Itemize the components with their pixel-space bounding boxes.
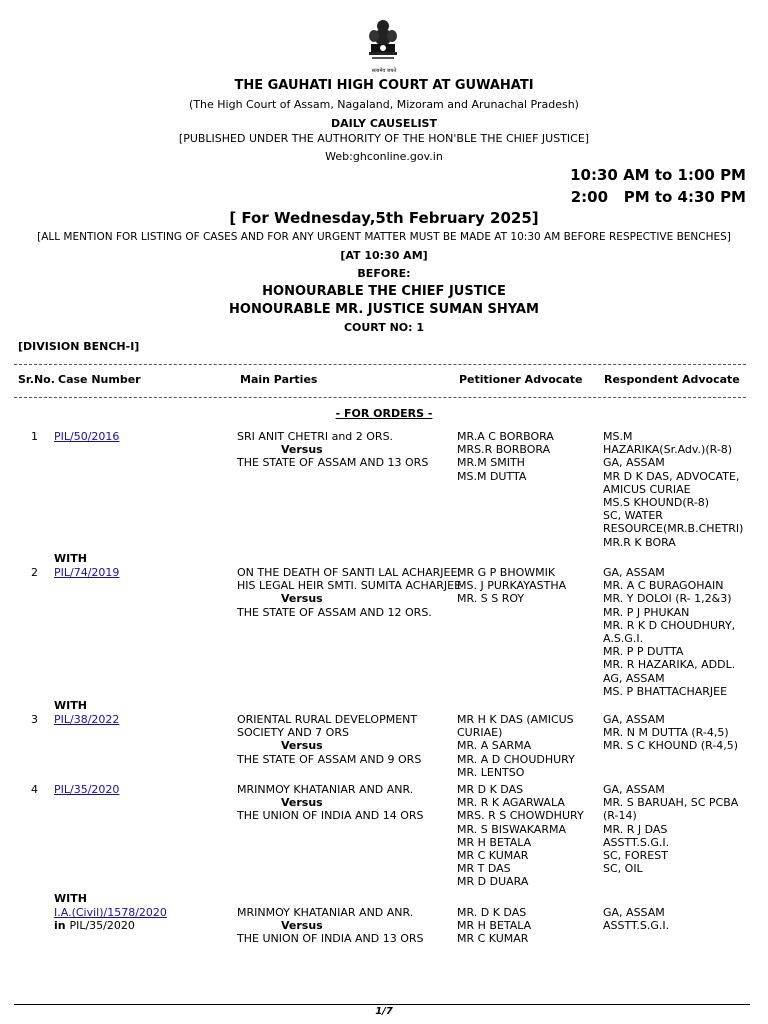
advocate-name: HAZARIKA(Sr.Adv.)(R-8) [603, 443, 733, 457]
advocate-name: MR. S BISWAKARMA [457, 822, 566, 836]
respondent-advocate-cell [603, 430, 743, 549]
serial-number: 4 [31, 783, 38, 796]
before-label: BEFORE: [357, 267, 411, 280]
advocate-name: MR. R HAZARIKA, ADDL. [603, 658, 736, 672]
advocate-name: MR. D K DAS [457, 906, 527, 919]
petitioner-name: MRINMOY KHATANIAR AND ANR. [237, 906, 414, 919]
advocate-name: SC, WATER [603, 509, 663, 523]
respondent-advocate-cell [603, 566, 735, 698]
case-number-cell [54, 783, 119, 796]
case-link[interactable]: PIL/74/2019 [54, 566, 120, 579]
advocate-name: MR. S BARUAH, SC PCBA [603, 796, 739, 810]
advocate-name: MR.A C BORBORA [457, 430, 554, 443]
petitioner-advocate-cell [457, 783, 584, 889]
advocate-name: MS.M DUTTA [457, 469, 527, 483]
advocate-name: MR. A C BURAGOHAIN [603, 579, 724, 593]
advocate-name: MR H BETALA [457, 835, 532, 849]
judge-1: HONOURABLE THE CHIEF JUSTICE [262, 284, 506, 299]
judge-2: HONOURABLE MR. JUSTICE SUMAN SHYAM [229, 302, 539, 317]
court-number: COURT NO: 1 [343, 321, 425, 334]
case-number-cell [54, 566, 119, 579]
in-label: in [54, 919, 70, 933]
advocate-name: MR D K DAS [457, 783, 524, 796]
advocate-name: MR. LENTSO [457, 765, 525, 779]
advocate-name: MR G P BHOWMIK [457, 566, 556, 579]
advocate-name: MR. A D CHOUDHURY [457, 752, 575, 766]
header-petitioner-advocate: Petitioner Advocate [459, 373, 583, 386]
emblem-caption: सत्यमेव जयते [371, 68, 397, 74]
petitioner-name: HIS LEGAL HEIR SMTI. SUMITA ACHARJEE [237, 579, 462, 593]
header-srno: Sr.No. [18, 373, 55, 386]
serial-number: 3 [31, 713, 38, 726]
respondent-advocate-cell [603, 906, 669, 932]
advocate-name: MR D K DAS, ADVOCATE, [603, 469, 740, 483]
advocate-name: ASSTT.S.G.I. [603, 919, 670, 933]
advocate-name: MR D DUARA [457, 875, 529, 889]
case-number-cell [54, 713, 119, 726]
court-name: THE GAUHATI HIGH COURT AT GUWAHATI [234, 78, 534, 93]
page-number: 1/7 [375, 1006, 393, 1017]
advocate-name: MR. Y DOLOI (R- 1,2&3) [603, 592, 732, 606]
bench-label: [DIVISION BENCH-I] [18, 340, 140, 353]
versus-label: Versus [281, 592, 323, 606]
document-type: DAILY CAUSELIST [331, 117, 437, 130]
advocate-name: MR. R K AGARWALA [457, 796, 565, 810]
petitioner-advocate-cell [457, 713, 575, 779]
with-label: WITH [54, 552, 87, 565]
petitioner-name: SOCIETY AND 7 ORS [237, 726, 349, 740]
petitioner-name: ON THE DEATH OF SANTI LAL ACHARJEE, [237, 566, 461, 579]
advocate-name: MRS. R S CHOWDHURY [457, 809, 584, 823]
petitioner-advocate-cell [457, 430, 554, 483]
advocate-name: MR. P J PHUKAN [603, 605, 690, 619]
versus-label: Versus [281, 443, 323, 457]
advocate-name: AG, ASSAM [603, 671, 665, 685]
session-time: [AT 10:30 AM] [340, 249, 428, 262]
advocate-name: MR C KUMAR [457, 932, 529, 946]
versus-label: Versus [281, 796, 323, 810]
authority-line: [PUBLISHED UNDER THE AUTHORITY OF THE HON'BLE THE CHIEF JUSTICE] [178, 132, 590, 145]
timing-afternoon: 2:00 PM to 4:30 PM [570, 188, 746, 206]
respondent-name: THE STATE OF ASSAM AND 13 ORS [237, 456, 429, 470]
timing-morning: 10:30 AM to 1:00 PM [570, 166, 746, 184]
advocate-name: CURIAE) [457, 726, 503, 740]
versus-label: Versus [281, 919, 323, 933]
website-line: Web:ghconline.gov.in [325, 150, 443, 163]
petitioner-name: SRI ANIT CHETRI and 2 ORS. [237, 430, 394, 443]
advocate-name: MR. P P DUTTA [603, 645, 684, 659]
petitioner-advocate-cell [457, 906, 531, 946]
advocate-name: MR.R K BORA [603, 535, 676, 549]
main-parties-cell [237, 566, 461, 619]
advocate-name: MR. N M DUTTA (R-4,5) [603, 726, 729, 740]
main-parties-cell [237, 713, 421, 766]
header-respondent-advocate: Respondent Advocate [604, 373, 740, 386]
advocate-name: (R-14) [603, 809, 637, 823]
section-title: - FOR ORDERS - [335, 407, 433, 420]
advocate-name: MS.M [603, 430, 633, 443]
respondent-advocate-cell [603, 783, 738, 875]
divider [14, 364, 746, 365]
advocate-name: SC, FOREST [603, 849, 668, 863]
serial-number: 2 [31, 566, 38, 579]
versus-label: Versus [281, 739, 323, 753]
petitioner-name: ORIENTAL RURAL DEVELOPMENT [237, 713, 418, 726]
main-parties-cell [237, 430, 428, 470]
respondent-name: THE STATE OF ASSAM AND 12 ORS. [237, 605, 432, 619]
main-parties-cell [237, 906, 424, 946]
case-number-cell [54, 430, 119, 443]
advocate-name: MS.S KHOUND(R-8) [603, 496, 710, 510]
advocate-name: A.S.G.I. [603, 632, 644, 646]
advocate-name: MS. P BHATTACHARJEE [603, 684, 728, 698]
advocate-name: MR. S S ROY [457, 592, 525, 606]
advocate-name: AMICUS CURIAE [603, 482, 691, 496]
respondent-name: THE UNION OF INDIA AND 13 ORS [237, 932, 424, 946]
advocate-name: MRS.R BORBORA [457, 443, 551, 457]
advocate-name: GA, ASSAM [603, 713, 665, 726]
mention-notice: [ALL MENTION FOR LISTING OF CASES AND FOR ANY URGENT MATTER MUST BE MADE AT 10:30 AM BEFORE RESPECTIVE BENCHES] [37, 231, 731, 243]
advocate-name: MR. R K D CHOUDHURY, [603, 618, 736, 632]
header-main-parties: Main Parties [240, 373, 318, 386]
advocate-name: GA, ASSAM [603, 566, 665, 579]
advocate-name: GA, ASSAM [603, 906, 665, 919]
petitioner-name: MRINMOY KHATANIAR AND ANR. [237, 783, 414, 796]
court-subtitle: (The High Court of Assam, Nagaland, Mizoram and Arunachal Pradesh) [189, 98, 579, 111]
advocate-name: GA, ASSAM [603, 456, 665, 470]
advocate-name: SC, OIL [603, 862, 643, 876]
advocate-name: ASSTT.S.G.I. [603, 835, 670, 849]
serial-number: 1 [31, 430, 38, 443]
advocate-name: MR T DAS [457, 862, 511, 876]
respondent-advocate-cell [603, 713, 738, 753]
main-parties-cell [237, 783, 424, 823]
advocate-name: MR H K DAS (AMICUS [457, 713, 574, 726]
divider [14, 397, 746, 398]
respondent-name: THE STATE OF ASSAM AND 9 ORS [237, 752, 422, 766]
national-emblem-icon [362, 18, 404, 68]
advocate-name: MR C KUMAR [457, 849, 529, 863]
advocate-name: GA, ASSAM [603, 783, 665, 796]
advocate-name: RESOURCE(MR.B.CHETRI) [603, 522, 744, 536]
advocate-name: MR H BETALA [457, 919, 532, 933]
parent-case [54, 919, 167, 932]
advocate-name: MR. S C KHOUND (R-4,5) [603, 739, 739, 753]
case-link[interactable]: PIL/50/2016 [54, 430, 120, 443]
advocate-name: MR. R J DAS [603, 822, 668, 836]
case-number-cell [54, 906, 167, 932]
parent-case-number: PIL/35/2020 [69, 919, 135, 933]
advocate-name: MR.M SMITH [457, 456, 525, 470]
advocate-name: MR. A SARMA [457, 739, 532, 753]
header-case-number: Case Number [58, 373, 141, 386]
case-link[interactable]: PIL/38/2022 [54, 713, 120, 726]
case-link[interactable]: I.A.(Civil)/1578/2020 [54, 906, 167, 919]
with-label: WITH [54, 892, 87, 905]
footer-divider [14, 1004, 750, 1005]
advocate-name: MS. J PURKAYASTHA [457, 579, 567, 593]
causelist-date: [ For Wednesday,5th February 2025] [229, 209, 539, 227]
petitioner-advocate-cell [457, 566, 566, 606]
respondent-name: THE UNION OF INDIA AND 14 ORS [237, 809, 424, 823]
case-link[interactable]: PIL/35/2020 [54, 783, 120, 796]
with-label: WITH [54, 699, 87, 712]
